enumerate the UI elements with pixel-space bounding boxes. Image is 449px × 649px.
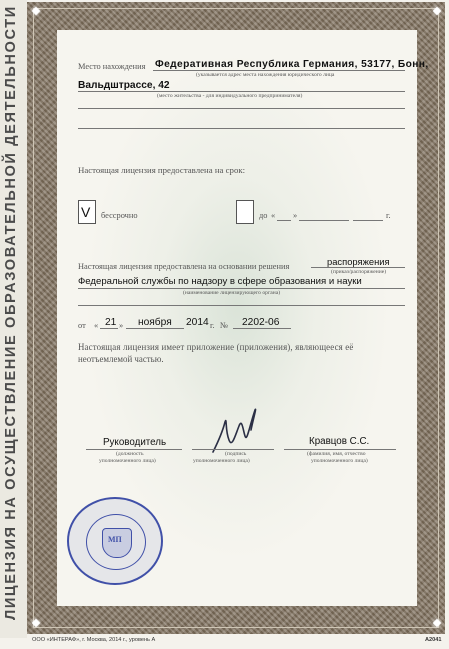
date-prefix: от [78, 321, 86, 330]
indefinite-label: бессрочно [101, 211, 138, 220]
number-sign: № [220, 321, 228, 330]
until-prefix: до [259, 211, 268, 220]
indefinite-checkbox[interactable] [78, 200, 96, 224]
license-number: 2202-06 [242, 317, 280, 328]
date-quote-close: » [119, 321, 124, 330]
underline [86, 449, 182, 450]
signer-position: Руководитель [103, 437, 167, 448]
underline [233, 328, 291, 329]
date-day: 21 [105, 317, 117, 328]
location-hint1: (указывается адрес места нахождения юридического лица [196, 72, 335, 78]
official-seal [67, 497, 163, 585]
underline [153, 70, 405, 71]
side-title: ЛИЦЕНЗИЯ НА ОСУЩЕСТВЛЕНИЕ ОБРАЗОВАТЕЛЬНОЙ ДЕЯТЕЛЬНОСТИ [3, 5, 19, 620]
basis-authority: Федеральной службы по надзору в сфере образования и науки [78, 276, 362, 287]
location-label: Место нахождения [78, 62, 146, 71]
underline [311, 267, 405, 268]
date-month: ноября [138, 317, 172, 328]
signer-name: Кравцов С.С. [309, 436, 370, 447]
date-quote-open: « [94, 321, 99, 330]
underline [277, 220, 291, 221]
basis-authority-hint: (наименование лицензирующего органа) [183, 290, 281, 296]
form-code: А2041 [425, 637, 442, 643]
basis-decision-hint: (приказ/распоряжение) [331, 269, 387, 275]
underline [353, 220, 383, 221]
location-hint2: (место жительства - для индивидуального предпринимателя) [157, 93, 303, 99]
sign-hint2: уполномоченного лица) [193, 458, 250, 464]
underline [192, 449, 274, 450]
location-value-line1: Федеративная Республика Германия, 53177, Бонн, [155, 59, 429, 70]
name-hint1: (фамилия, имя, отчество [307, 451, 366, 457]
underline [78, 108, 405, 109]
date-year: 2014 [186, 317, 209, 328]
basis-text: Настоящая лицензия предоставлена на основании решения [78, 262, 290, 271]
printer-info: ООО «ИНТЕРАФ», г. Москва, 2014 г., уровень А [32, 637, 156, 643]
name-hint2: уполномоченного лица) [311, 458, 368, 464]
appendix-text-line2: неотъемлемой частью. [78, 354, 164, 364]
until-year-suffix: г. [386, 211, 391, 220]
until-quote-close: » [293, 211, 298, 220]
until-quote-open: « [271, 211, 276, 220]
underline [284, 449, 396, 450]
check-mark-icon: V [81, 204, 91, 220]
seal-label: МП [108, 535, 122, 544]
underline [100, 328, 118, 329]
underline [299, 220, 349, 221]
location-value-line2: Вальдштрассе, 42 [78, 80, 170, 91]
basis-decision: распоряжения [327, 256, 390, 267]
underline [126, 328, 184, 329]
position-hint2: уполномоченного лица) [99, 458, 156, 464]
underline [78, 288, 405, 289]
date-year-suffix: г. [210, 321, 215, 330]
underline [78, 305, 405, 306]
underline [78, 128, 405, 129]
position-hint1: (должность [116, 451, 144, 457]
appendix-text-line1: Настоящая лицензия имеет приложение (приложения), являющееся её [78, 342, 354, 352]
term-text: Настоящая лицензия предоставлена на срок: [78, 165, 246, 175]
dated-checkbox[interactable] [236, 200, 254, 224]
underline [78, 91, 405, 92]
sign-hint1: (подпись [225, 451, 247, 457]
